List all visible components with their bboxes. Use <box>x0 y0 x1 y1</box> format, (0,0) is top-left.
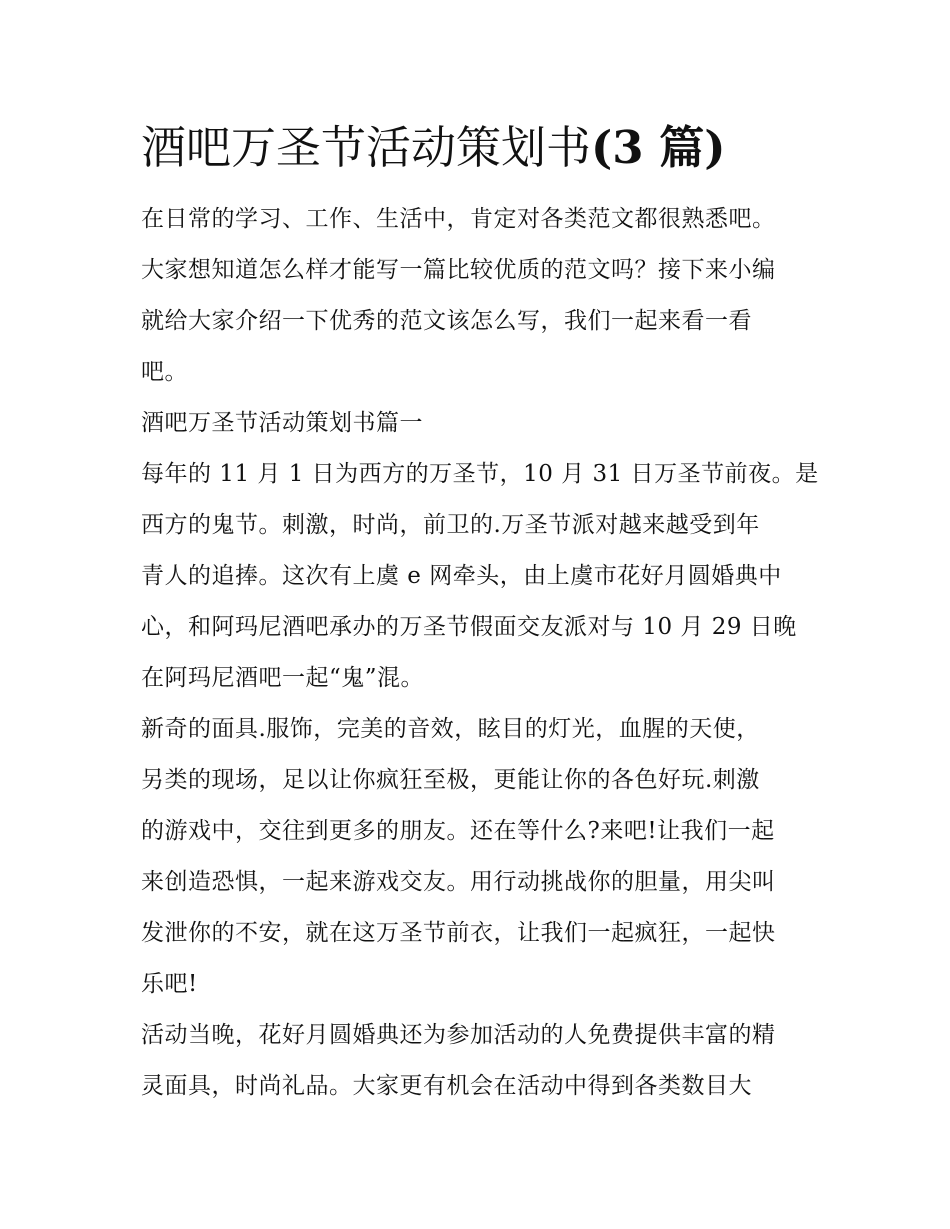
text-line: 灵面具，时尚礼品。大家更有机会在活动中得到各类数目大 <box>141 1073 752 1099</box>
body-paragraph <box>141 449 821 704</box>
text-line: 在阿玛尼酒吧一起“鬼”混。 <box>141 665 425 691</box>
text-line: 大家想知道怎么样才能写一篇比较优质的范文吗？接下来小编 <box>141 257 776 283</box>
section-heading <box>141 398 821 449</box>
document-title <box>141 116 821 180</box>
body-paragraph <box>141 704 821 1010</box>
body-paragraph <box>141 1010 821 1112</box>
text-line: 就给大家介绍一下优秀的范文该怎么写，我们一起来看一看 <box>141 308 752 334</box>
title-text: 酒吧万圣节活动策划书 <box>141 121 592 174</box>
text-line: 活动当晚，花好月圆婚典还为参加活动的人免费提供丰富的精 <box>141 1022 776 1048</box>
text-line: 酒吧万圣节活动策划书篇一 <box>141 410 423 436</box>
text-line: 来创造恐惧，一起来游戏交友。用行动挑战你的胆量，用尖叫 <box>141 869 776 895</box>
text-line: 心，和阿玛尼酒吧承办的万圣节假面交友派对与 10 月 29 日晚 <box>141 614 797 640</box>
text-line: 吧。 <box>141 359 188 385</box>
text-line: 乐吧! <box>141 971 198 997</box>
text-line: 西方的鬼节。刺激，时尚，前卫的.万圣节派对越来越受到年 <box>141 512 760 538</box>
text-line: 在日常的学习、工作、生活中，肯定对各类范文都很熟悉吧。 <box>141 206 776 232</box>
text-line: 的游戏中，交往到更多的朋友。还在等什么?来吧!让我们一起 <box>141 818 775 844</box>
text-line: 另类的现场，足以让你疯狂至极，更能让你的各色好玩.刺激 <box>141 767 760 793</box>
document-page <box>141 116 821 1112</box>
text-line: 发泄你的不安，就在这万圣节前衣，让我们一起疯狂，一起快 <box>141 920 776 946</box>
text-line: 每年的 11 月 1 日为西方的万圣节，10 月 31 日万圣节前夜。是 <box>141 461 819 487</box>
text-line: 新奇的面具.服饰，完美的音效，眩目的灯光，血腥的天使， <box>141 716 760 742</box>
text-line: 青人的追捧。这次有上虞 e 网牵头，由上虞市花好月圆婚典中 <box>141 563 782 589</box>
intro-paragraph <box>141 194 821 398</box>
title-count: (3 篇) <box>591 121 726 174</box>
